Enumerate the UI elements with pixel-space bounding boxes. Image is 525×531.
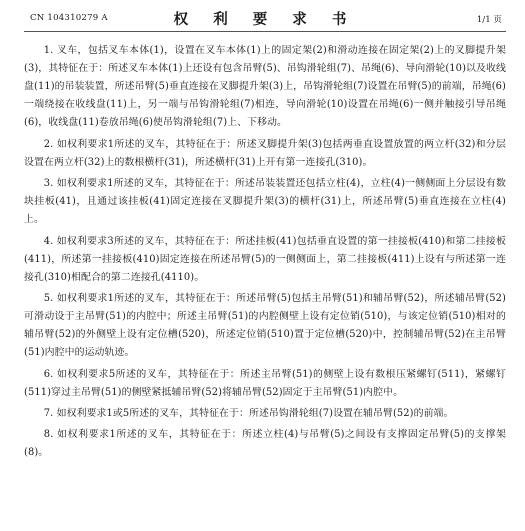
page-header (24, 0, 506, 34)
page-number: 1/1 页 (476, 15, 502, 25)
claim-8: 8. 如权利要求1所述的叉车，其特征在于：所述立柱(4)与吊臂(5)之间设有支撑固定吊臂(5)的支撑架(8)。 (24, 429, 506, 459)
document-number: CN 104310279 A (30, 13, 108, 23)
claim-2: 2. 如权利要求1所述的叉车，其特征在于：所述叉脚提升架(3)包括两垂直设置放置的两立杆(32)和分层设置在两立杆(32)上的数根横杆(31)，所述横杆(31)上开有第一连接孔(310)。 (24, 138, 506, 168)
claims-list (24, 42, 506, 462)
claim-7: 7. 如权利要求1或5所述的叉车，其特征在于：所述吊钩滑轮组(7)设置在辅吊臂(52)的前端。 (43, 407, 454, 419)
claim-6: 6. 如权利要求5所述的叉车，其特征在于：所述主吊臂(51)的侧壁上设有数根压紧螺钉(511)，紧螺钉(511)穿过主吊臂(51)的侧壁紧抵辅吊臂(52)将辅吊臂(52)固定于主吊臂(51)内腔中。 (24, 368, 506, 398)
header-rule (24, 31, 506, 32)
document-title: 权 利 要 求 书 (173, 11, 357, 28)
claim-1: 1. 叉车，包括叉车本体(1)，设置在叉车本体(1)上的固定架(2)和滑动连接在固定架(2)上的叉脚提升架(3)，其特征在于：所述叉车本体(1)上还设有包含吊臂(5)、吊钩滑轮组(7)、吊绳(6)、导向滑轮(10)以及收线盘(11)的吊装装置，所述吊臂(5)垂直连接在叉脚提升架(3)上，吊钩滑轮组(7)设置在吊臂(5)的前端，吊绳(6)一端绕接在收线盘(11)上，另一端与吊钩滑轮组(7)相连，导向滑轮(10)设置在吊绳(6)一侧并触接引导吊绳(6)，收线盘(11)卷放吊绳(6)使吊钩滑轮组(7)上、下移动。 (24, 45, 506, 129)
claim-4: 4. 如权利要求3所述的叉车，其特征在于：所述挂板(41)包括垂直设置的第一挂接板(410)和第二挂接板(411)，所述第一挂接板(410)固定连接在所述吊臂(5)的一侧侧面上，第二挂接板(411)上设有与所述第一连接孔(310)相配合的第二连接孔(4110)。 (24, 235, 506, 283)
claim-5: 5. 如权利要求1所述的叉车，其特征在于：所述吊臂(5)包括主吊臂(51)和辅吊臂(52)，所述辅吊臂(52)可滑动设于主吊臂(51)的内腔中；所述主吊臂(51)的内腔侧壁上设有定位销(510)，与该定位销(510)相对的辅吊臂(52)的外侧壁上设有定位槽(520)，所述定位销(510)置于定位槽(520)中，控制辅吊臂(52)在主吊臂(51)内腔中的运动轨迹。 (24, 292, 506, 359)
claim-3: 3. 如权利要求1所述的叉车，其特征在于：所述吊装装置还包括立柱(4)，立柱(4)一侧侧面上分层设有数块挂板(41)，且通过该挂板(41)固定连接在叉脚提升架(3)的横杆(31)上，所述吊臂(5)垂直连接在立柱(4)上。 (24, 178, 506, 226)
